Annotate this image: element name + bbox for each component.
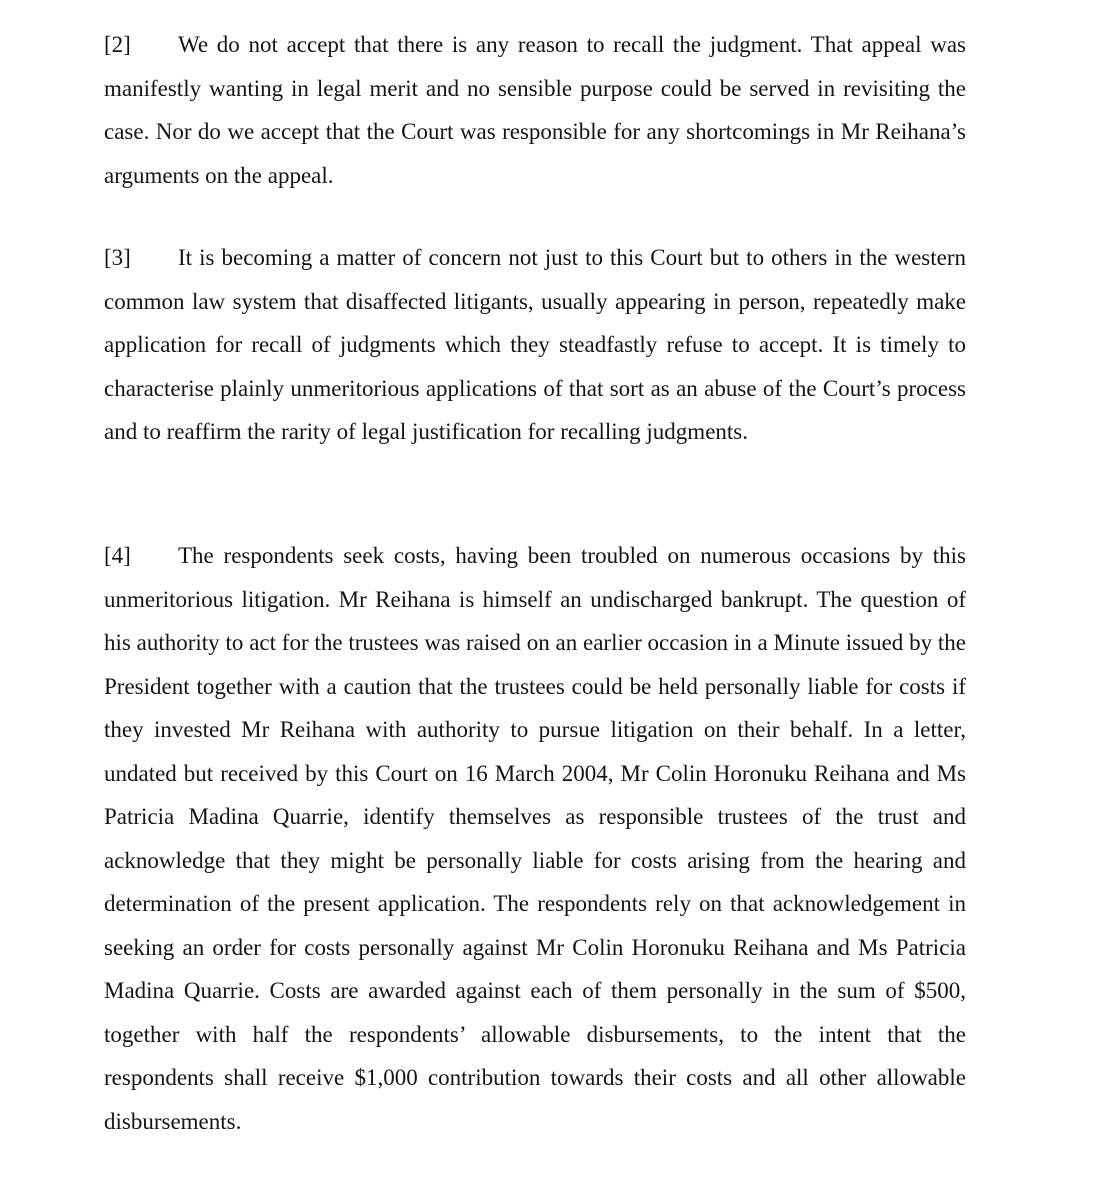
paragraph-4 bbox=[104, 534, 966, 1143]
paragraph-2 bbox=[104, 23, 966, 197]
paragraph-number: [4] bbox=[104, 543, 131, 568]
paragraph-3 bbox=[104, 236, 966, 454]
paragraph-text: The respondents seek costs, having been troubled on numerous occasions by this unmeritorious litigation. Mr Reihana is himself an undischarged bankrupt. The question of his authority to act for the trustees was raised on an earlier occasion in a Minute issued by the President together with a caution that the trustees could be held personally liable for costs if they invested Mr Reihana with authority to pursue litigation on their behalf. In a letter, undated but received by this Court on 16 March 2004, Mr Colin Horonuku Reihana and Ms Patricia Madina Quarrie, identify themselves as responsible trustees of the trust and acknowledge that they might be personally liable for costs arising from the hearing and determination of the present application. The respondents rely on that acknowledgement in seeking an order for costs personally against Mr Colin Horonuku Reihana and Ms Patricia Madina Quarrie. Costs are awarded against each of them personally in the sum of $500, together with half the respondents’ allowable disbursements, to the intent that the respondents shall receive $1,000 contribution towards their costs and all other allowable disbursements. bbox=[104, 543, 966, 1134]
paragraph-number: [3] bbox=[104, 245, 131, 270]
paragraph-text: We do not accept that there is any reason to recall the judgment. That appeal was manifestly wanting in legal merit and no sensible purpose could be served in revisiting the case. Nor do we accept that the Court was responsible for any shortcomings in Mr Reihana’s arguments on the appeal. bbox=[104, 32, 966, 188]
paragraph-number: [2] bbox=[104, 32, 131, 57]
paragraph-text: It is becoming a matter of concern not just to this Court but to others in the western common law system that disaffected litigants, usually appearing in person, repeatedly make application for recall of judgments which they steadfastly refuse to accept. It is timely to characterise plainly unmeritorious applications of that sort as an abuse of the Court’s process and to reaffirm the rarity of legal justification for recalling judgments. bbox=[104, 245, 966, 444]
